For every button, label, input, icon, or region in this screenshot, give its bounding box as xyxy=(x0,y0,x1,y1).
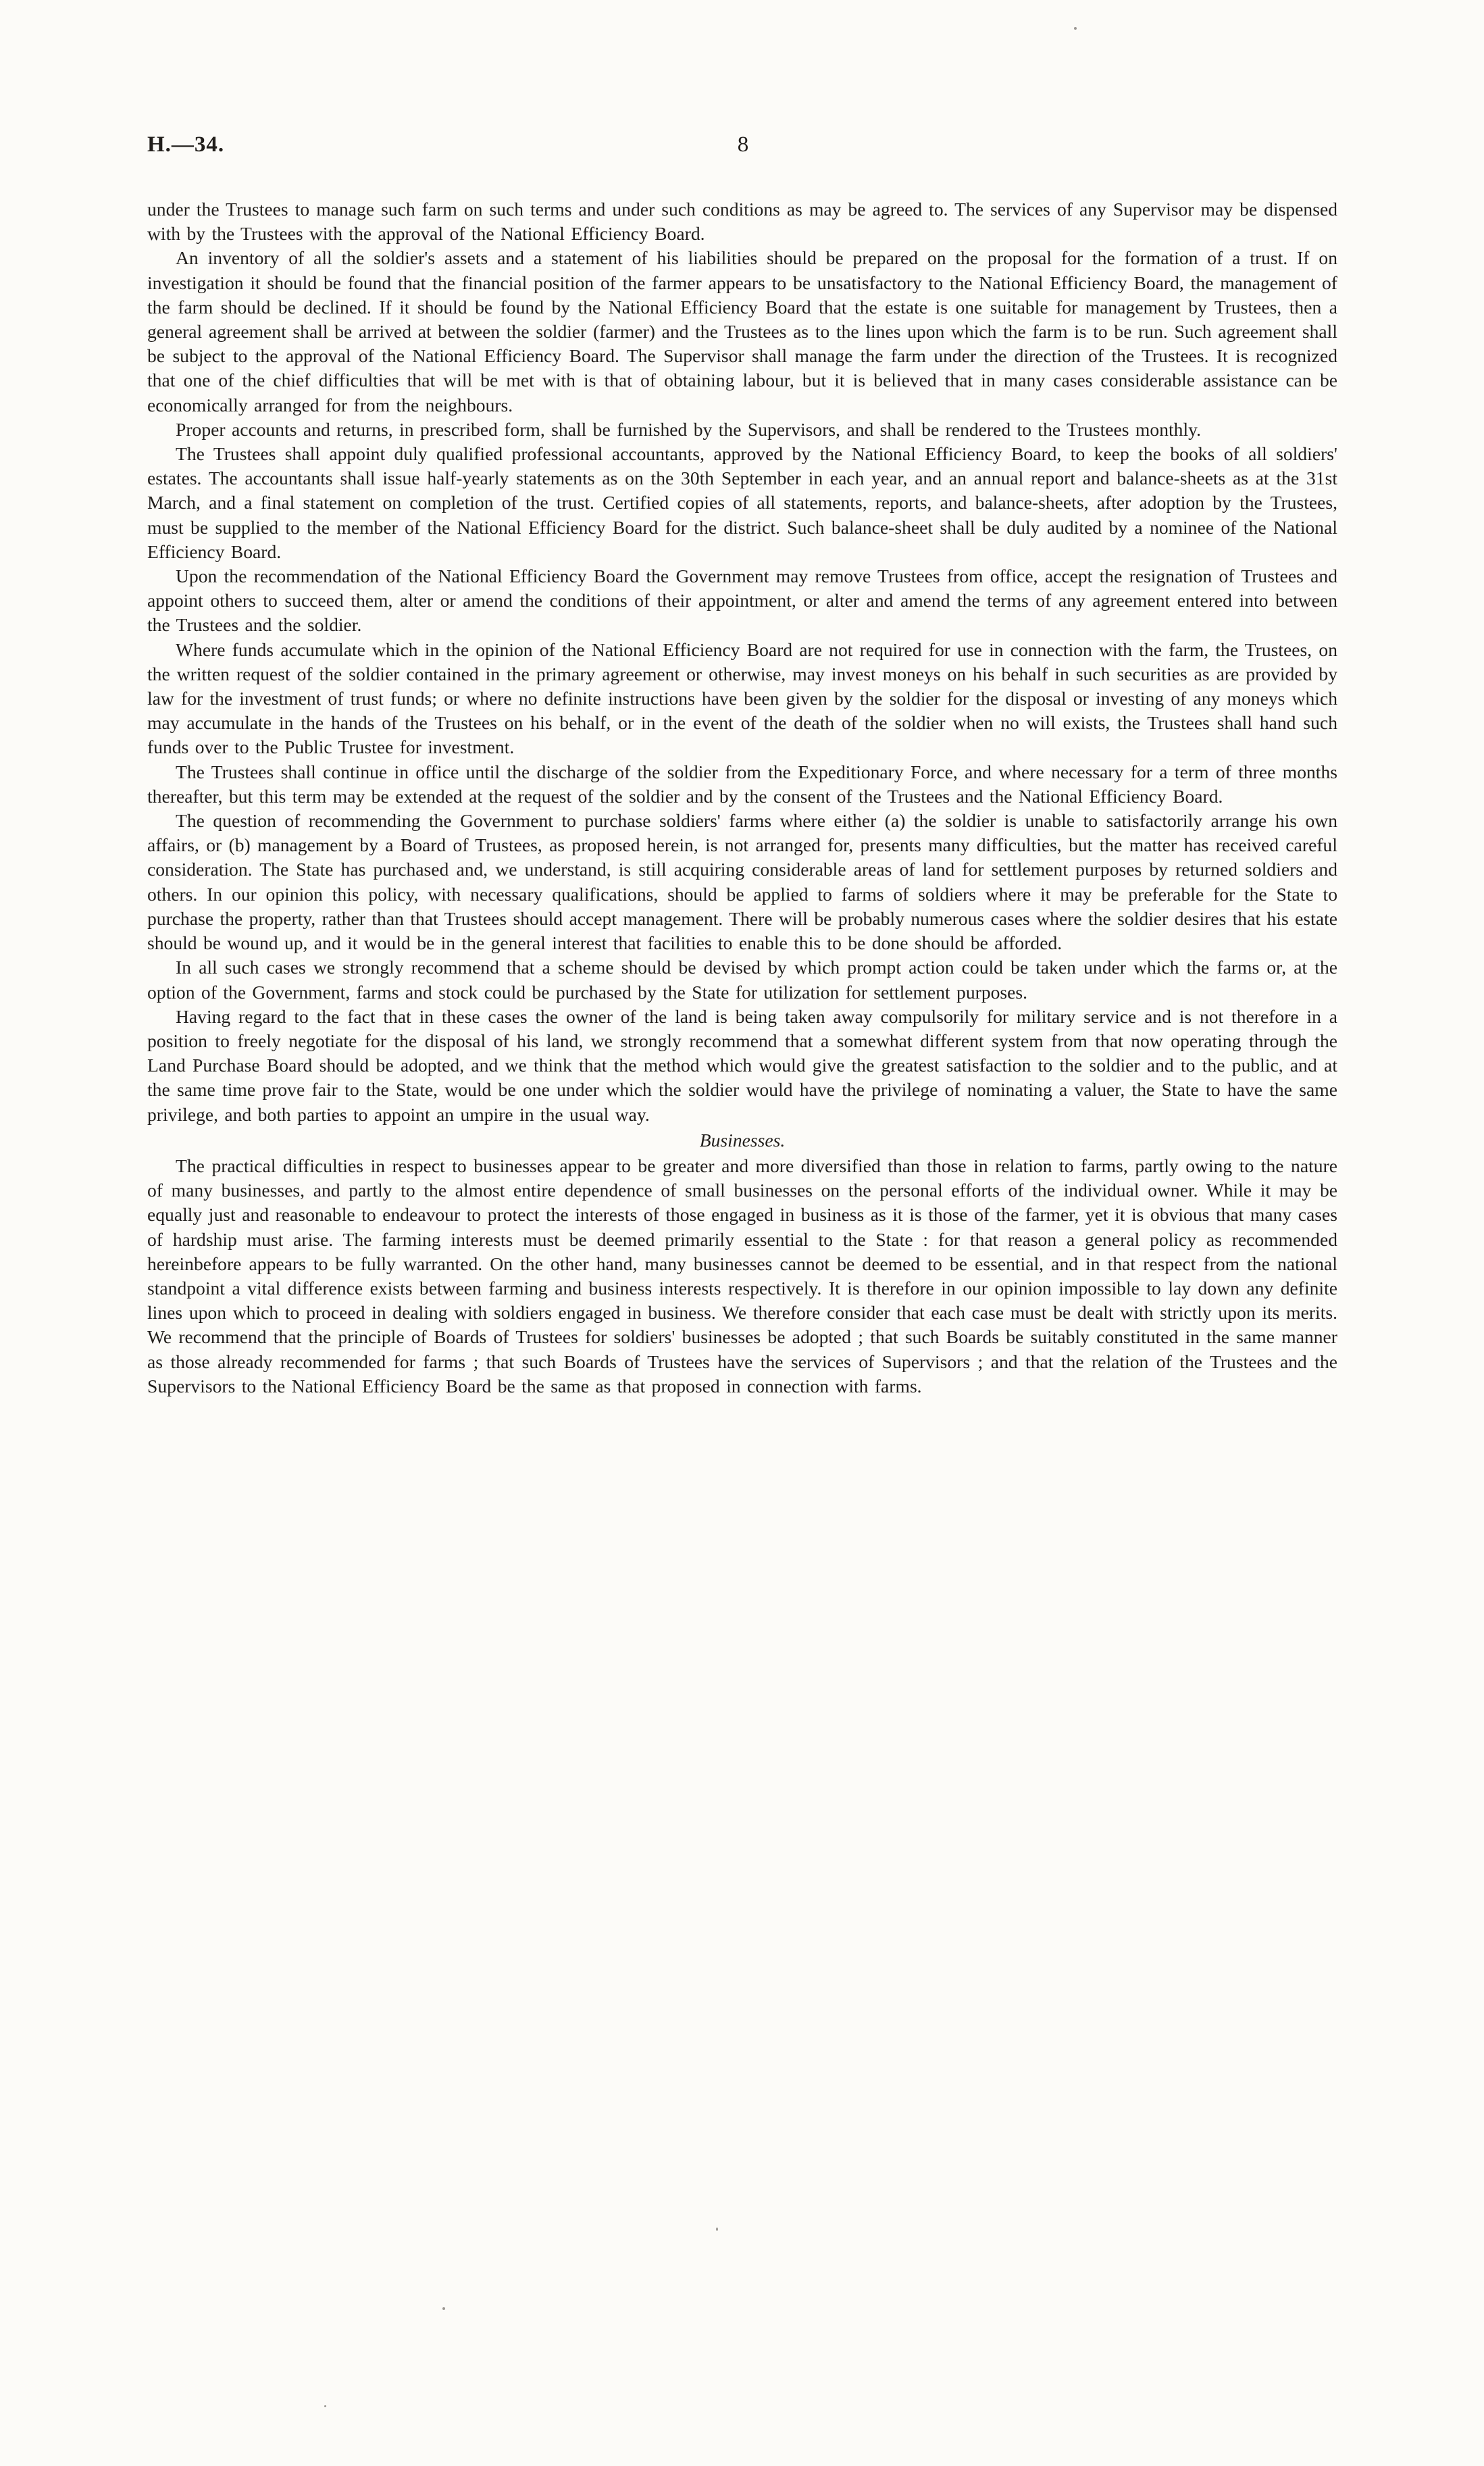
paragraph: Proper accounts and returns, in prescribed form, shall be furnished by the Supervisors, and shall be rendered to the Trustees monthly. xyxy=(176,418,1202,440)
report-series-number: H.—34. xyxy=(147,132,225,157)
paragraph: Upon the recommendation of the National Efficiency Board the Government may remove Trustees from office, accept the resignation of Trustees and appoint others to succeed them, alter or amend the conditions of their appointment, or alter and amend the terms of any agreement entered into between the Trustees and the soldier. xyxy=(147,565,1337,636)
body-text xyxy=(147,197,1337,1399)
page-number: 8 xyxy=(737,132,749,157)
scan-speck xyxy=(1074,27,1077,30)
paragraph: The Trustees shall appoint duly qualified professional accountants, approved by the National Efficiency Board, to keep the books of all soldiers' estates. The accountants shall issue half-yearly statements as on the 30th September in each year, and an annual report and balance-sheets as at the 31st March, and a final statement on completion of the trust. Certified copies of all statements, reports, and balance-sheets, after adoption by the Trustees, must be supplied to the member of the National Efficiency Board for the district. Such balance-sheet shall be duly audited by a nominee of the National Efficiency Board. xyxy=(147,443,1337,562)
scan-speck xyxy=(442,2307,445,2310)
paragraph: Where funds accumulate which in the opinion of the National Efficiency Board are not required for use in connection with the farm, the Trustees, on the written request of the soldier contained in the primary agreement or otherwise, may invest moneys on his behalf in such securities as are provided by law for the investment of trust funds; or where no definite instructions have been given by the soldier for the disposal or investing of any moneys which may accumulate in the hands of the Trustees on his behalf, or in the event of the death of the soldier when no will exists, the Trustees shall hand such funds over to the Public Trustee for investment. xyxy=(147,638,1337,758)
scan-speck xyxy=(716,2228,718,2231)
scan-speck xyxy=(324,2405,326,2407)
paragraph: The question of recommending the Government to purchase soldiers' farms where either (a) the soldier is unable to satisfactorily arrange his own affairs, or (b) management by a Board of Trustees, as proposed herein, is not arranged for, presents many difficulties, but the matter has received careful consideration. The State has purchased and, we understand, is still acquiring considerable areas of land for settlement purposes by returned soldiers and others. In our opinion this policy, with necessary qualifications, should be applied to farms of soldiers where it may be preferable for the State to purchase the property, rather than that Trustees should accept management. There will be probably numerous cases where the soldier desires that his estate should be wound up, and it would be in the general interest that facilities to enable this to be done should be afforded. xyxy=(147,810,1337,954)
paragraph: under the Trustees to manage such farm on such terms and under such conditions as may be agreed to. The services of any Supervisor may be dispensed with by the Trustees with the approval of the National Efficiency Board. xyxy=(147,199,1337,245)
paragraph: The Trustees shall continue in office until the discharge of the soldier from the Expeditionary Force, and where necessary for a term of three months thereafter, but this term may be extended at the request of the soldier and by the consent of the Trustees and the National Efficiency Board. xyxy=(147,761,1337,807)
paragraph: Having regard to the fact that in these cases the owner of the land is being taken away compulsorily for military service and is not therefore in a position to freely negotiate for the disposal of his land, we strongly recommend that a somewhat different system from that now operating through the Land Purchase Board should be adopted, and we think that the method which would give the greatest satisfaction to the soldier and to the public, and at the same time prove fair to the State, would be one under which the soldier would have the privilege of nominating a valuer, the State to have the same privilege, and both parties to appoint an umpire in the usual way. xyxy=(147,1005,1337,1125)
paragraph: An inventory of all the soldier's assets and a statement of his liabilities should be prepared on the proposal for the formation of a trust. If on investigation it should be found that the financial position of the farmer appears to be unsatisfactory to the National Efficiency Board, the management of the farm should be declined. If it should be found by the National Efficiency Board that the estate is one suitable for management by Trustees, then a general agreement shall be arrived at between the soldier (farmer) and the Trustees as to the lines upon which the farm is to be run. Such agreement shall be subject to the approval of the National Efficiency Board. The Supervisor shall manage the farm under the direction of the Trustees. It is recognized that one of the chief difficulties that will be met with is that of obtaining labour, but it is believed that in many cases considerable assistance can be economically arranged for from the neighbours. xyxy=(147,247,1337,416)
paragraph: In all such cases we strongly recommend that a scheme should be devised by which prompt action could be taken under which the farms or, at the option of the Government, farms and stock could be purchased by the State for utilization for settlement purposes. xyxy=(147,957,1337,1003)
section-heading-businesses: Businesses. xyxy=(699,1129,786,1151)
paragraph: The practical difficulties in respect to businesses appear to be greater and more diversified than those in relation to farms, partly owing to the nature of many businesses, and partly to the almost entire dependence of small businesses on the personal efforts of the individual owner. While it may be equally just and reasonable to endeavour to protect the interests of those engaged in business as it is those of the farmer, yet it is obvious that many cases of hardship must arise. The farming interests must be deemed primarily essential to the State : for that reason a general policy as recommended hereinbefore appears to be fully warranted. On the other hand, many businesses cannot be deemed to be essential, and in that respect from the national standpoint a vital difference exists between farming and business interests respectively. It is therefore in our opinion impossible to lay down any definite lines upon which to proceed in dealing with soldiers engaged in business. We therefore consider that each case must be dealt with strictly upon its merits. We recommend that the principle of Boards of Trustees for soldiers' businesses be adopted ; that such Boards be suitably constituted in the same manner as those already recommended for farms ; that such Boards of Trustees have the services of Supervisors ; and that the relation of the Trustees and the Supervisors to the National Efficiency Board be the same as that proposed in connection with farms. xyxy=(147,1155,1337,1396)
running-head xyxy=(147,132,1339,163)
